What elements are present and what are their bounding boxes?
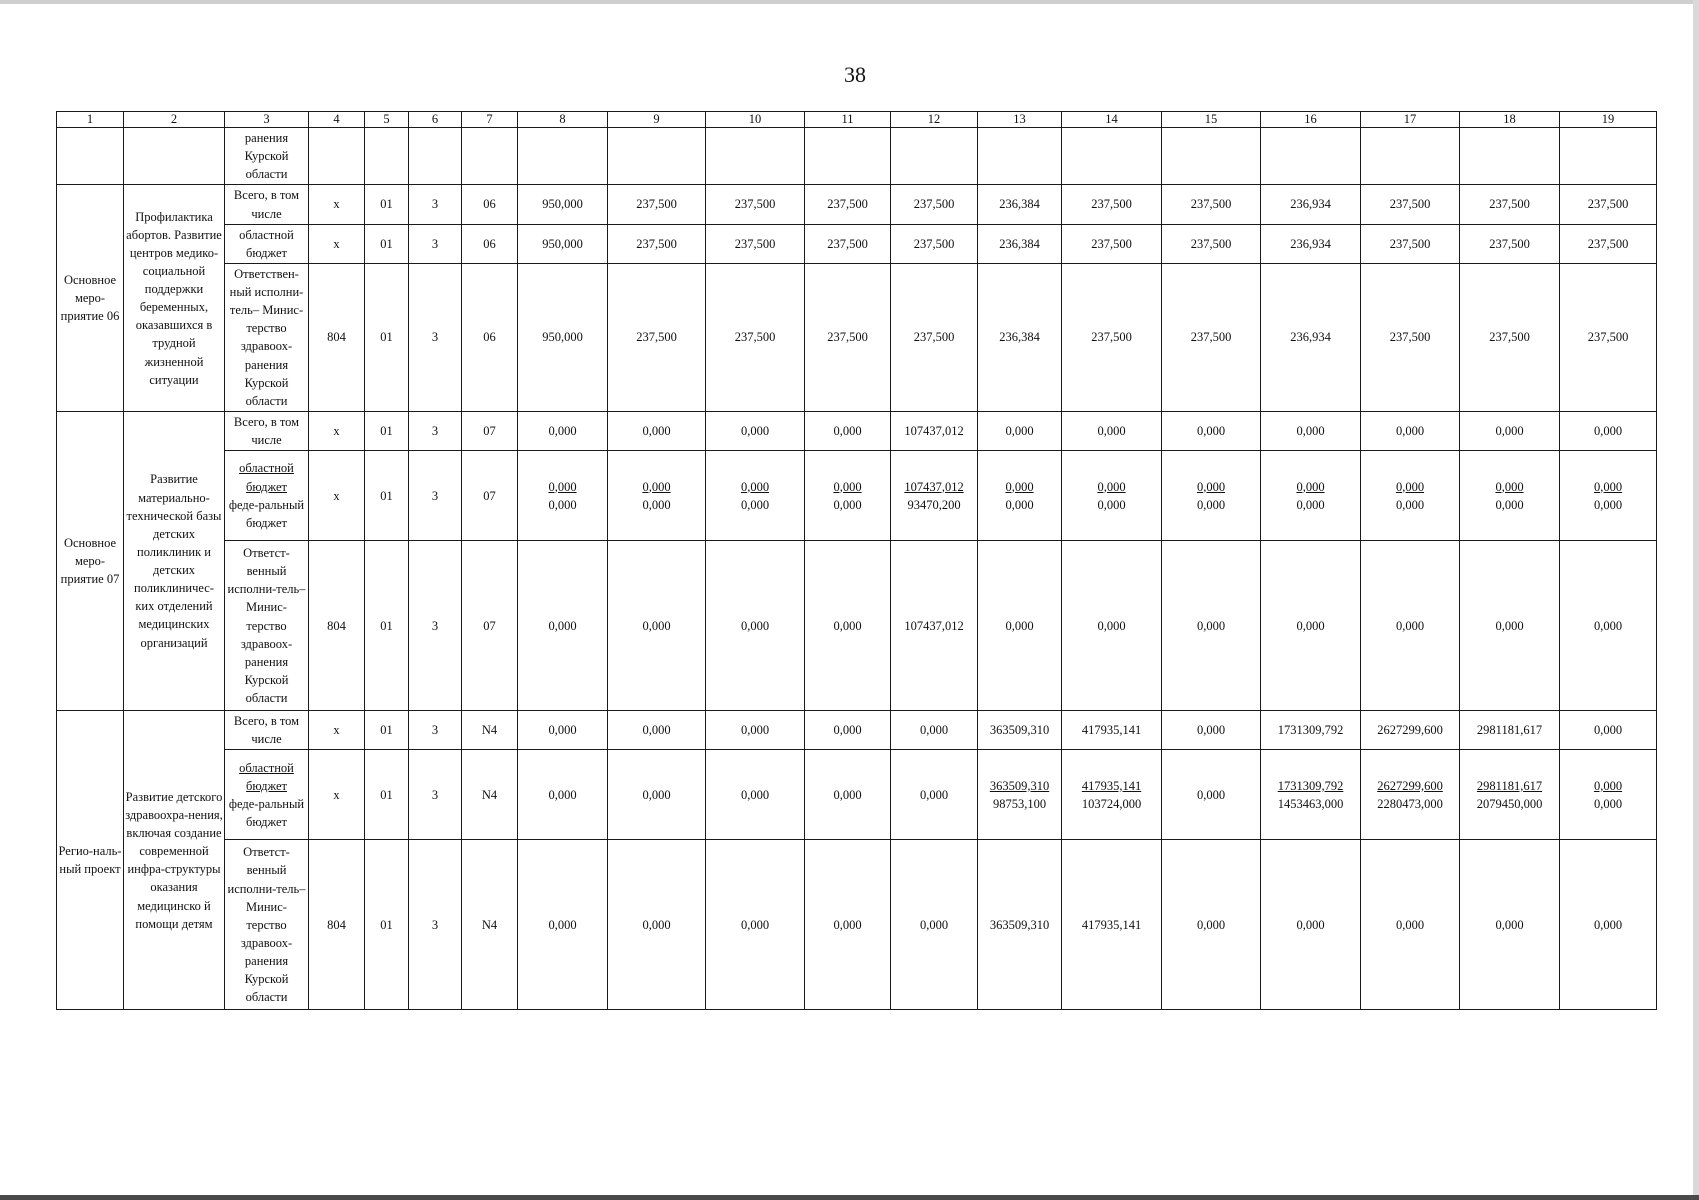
table-row [57, 411, 1657, 450]
value-cell: 237,500 [1062, 185, 1162, 224]
code-cell: 804 [309, 541, 365, 711]
page-number: 38 [844, 62, 866, 87]
code-cell: 01 [365, 840, 409, 1010]
value-regional: 107437,012 [904, 479, 964, 494]
value-regional: 0,000 [1593, 479, 1623, 494]
value-cell [1460, 451, 1560, 541]
value-federal: 2280473,000 [1377, 796, 1443, 811]
table-row [57, 840, 1657, 1010]
value-regional: 0,000 [833, 479, 862, 494]
measure-description: Развитие материально-технической базы детских поликлиник и детских поликлиничес-ких отделений медицинских организаций [124, 411, 225, 710]
header-cell: 9 [608, 112, 706, 128]
empty-cell [1261, 128, 1361, 185]
value-regional: 417935,141 [1081, 778, 1142, 793]
scan-edge-right [1693, 0, 1699, 1200]
empty-cell [1560, 128, 1657, 185]
value-cell: 237,500 [1162, 185, 1261, 224]
code-cell: 01 [365, 411, 409, 450]
value-cell [1460, 750, 1560, 840]
value-cell [608, 451, 706, 541]
group-label: Основное меро-приятие 06 [57, 185, 124, 412]
row-label: Ответст-венный исполни-тель– Минис-терство здравоох-ранения Курской области [225, 840, 309, 1010]
value-cell: 237,500 [1062, 263, 1162, 411]
value-federal: 0,000 [1593, 796, 1623, 811]
table-row [57, 185, 1657, 224]
value-cell: 236,934 [1261, 263, 1361, 411]
code-cell: 01 [365, 451, 409, 541]
header-row [57, 112, 1657, 128]
value-cell [1162, 451, 1261, 541]
code-cell: 3 [409, 411, 462, 450]
table-row [57, 541, 1657, 711]
value-cell: 0,000 [608, 711, 706, 750]
table-row [57, 263, 1657, 411]
value-regional: 0,000 [1097, 479, 1126, 494]
code-cell: 01 [365, 224, 409, 263]
value-cell: 0,000 [1261, 411, 1361, 450]
value-cell [891, 451, 978, 541]
value-cell: 236,384 [978, 185, 1062, 224]
value-federal: 0,000 [1005, 497, 1034, 512]
header-cell: 16 [1261, 112, 1361, 128]
value-regional: 0,000 [740, 479, 770, 494]
code-cell: 06 [462, 185, 518, 224]
value-cell: 0,000 [1261, 541, 1361, 711]
code-cell: N4 [462, 840, 518, 1010]
value-cell: 0,000 [608, 750, 706, 840]
code-cell: 3 [409, 263, 462, 411]
value-federal: 0,000 [642, 497, 671, 512]
value-cell: 237,500 [1361, 263, 1460, 411]
value-cell: 0,000 [1162, 840, 1261, 1010]
value-cell: 0,000 [1062, 411, 1162, 450]
code-cell: 07 [462, 451, 518, 541]
row-label-regional: областной бюджет [239, 461, 294, 494]
value-regional: 1731309,792 [1277, 778, 1344, 793]
empty-cell [1460, 128, 1560, 185]
header-cell: 11 [805, 112, 891, 128]
value-cell: 237,500 [706, 224, 805, 263]
code-cell: 3 [409, 451, 462, 541]
value-federal: 0,000 [1097, 497, 1126, 512]
row-label: Всего, в том числе [225, 411, 309, 450]
value-cell: 237,500 [608, 224, 706, 263]
value-cell: 237,500 [891, 224, 978, 263]
empty-cell [1361, 128, 1460, 185]
value-cell: 0,000 [1560, 711, 1657, 750]
value-cell: 0,000 [1560, 541, 1657, 711]
header-cell: 7 [462, 112, 518, 128]
code-cell: х [309, 711, 365, 750]
code-cell: х [309, 185, 365, 224]
value-cell: 0,000 [706, 840, 805, 1010]
code-cell: N4 [462, 711, 518, 750]
row-label: Ответст-венный исполни-тель– Минис-терство здравоох-ранения Курской области [225, 541, 309, 711]
code-cell: 3 [409, 711, 462, 750]
value-cell: 237,500 [1460, 263, 1560, 411]
value-cell: 237,500 [1062, 224, 1162, 263]
table-row [57, 451, 1657, 541]
value-cell [1361, 451, 1460, 541]
value-cell: 237,500 [1162, 224, 1261, 263]
value-cell: 0,000 [1162, 411, 1261, 450]
header-cell: 6 [409, 112, 462, 128]
code-cell: 3 [409, 750, 462, 840]
group-label: Регио-наль-ный проект [57, 711, 124, 1010]
code-cell: 3 [409, 224, 462, 263]
value-cell: 0,000 [608, 541, 706, 711]
scan-edge-top [0, 0, 1699, 4]
value-federal: 0,000 [1593, 497, 1623, 512]
group-label: Основное меро-приятие 07 [57, 411, 124, 710]
value-federal: 0,000 [1395, 497, 1425, 512]
header-cell: 13 [978, 112, 1062, 128]
header-cell: 19 [1560, 112, 1657, 128]
empty-cell [57, 128, 124, 185]
value-cell: 2981181,617 [1460, 711, 1560, 750]
empty-cell [365, 128, 409, 185]
value-cell: 0,000 [706, 711, 805, 750]
value-regional: 2627299,600 [1377, 778, 1443, 793]
value-cell: 950,000 [518, 263, 608, 411]
value-cell: 0,000 [1261, 840, 1361, 1010]
value-cell: 0,000 [805, 750, 891, 840]
value-cell [518, 451, 608, 541]
value-cell: 0,000 [608, 411, 706, 450]
header-cell: 14 [1062, 112, 1162, 128]
value-regional: 0,000 [548, 479, 577, 494]
code-cell: 01 [365, 263, 409, 411]
value-cell [805, 451, 891, 541]
empty-cell [462, 128, 518, 185]
code-cell: 01 [365, 711, 409, 750]
code-cell: 07 [462, 411, 518, 450]
value-cell: 0,000 [1361, 840, 1460, 1010]
code-cell: х [309, 451, 365, 541]
value-federal: 0,000 [740, 497, 770, 512]
value-regional: 0,000 [1593, 778, 1623, 793]
value-cell: 236,384 [978, 224, 1062, 263]
value-cell: 363509,310 [978, 711, 1062, 750]
value-cell: 237,500 [1361, 224, 1460, 263]
value-cell: 0,000 [706, 750, 805, 840]
empty-cell [518, 128, 608, 185]
value-regional: 0,000 [1495, 479, 1524, 494]
table-row [57, 711, 1657, 750]
code-cell: х [309, 411, 365, 450]
header-cell: 17 [1361, 112, 1460, 128]
value-federal: 103724,000 [1081, 796, 1142, 811]
value-cell [978, 750, 1062, 840]
value-cell: 237,500 [1361, 185, 1460, 224]
value-cell: 0,000 [805, 411, 891, 450]
header-cell: 10 [706, 112, 805, 128]
value-cell: 237,500 [608, 263, 706, 411]
value-cell: 950,000 [518, 224, 608, 263]
value-cell: 237,500 [706, 185, 805, 224]
value-cell: 237,500 [891, 185, 978, 224]
header-cell: 5 [365, 112, 409, 128]
row-label-regional: областной бюджет [239, 760, 294, 793]
code-cell: 804 [309, 840, 365, 1010]
value-federal: 0,000 [1196, 497, 1226, 512]
value-cell: 0,000 [805, 711, 891, 750]
value-cell: 0,000 [1460, 541, 1560, 711]
value-federal: 0,000 [548, 497, 577, 512]
empty-cell [891, 128, 978, 185]
value-cell [1261, 750, 1361, 840]
value-federal: 93470,200 [907, 497, 961, 512]
empty-cell [978, 128, 1062, 185]
value-cell: 0,000 [518, 711, 608, 750]
code-cell: 01 [365, 750, 409, 840]
value-cell: 0,000 [805, 541, 891, 711]
header-cell: 3 [225, 112, 309, 128]
value-cell [1261, 451, 1361, 541]
value-cell: 237,500 [1560, 185, 1657, 224]
value-cell [1361, 750, 1460, 840]
empty-cell [608, 128, 706, 185]
value-cell [1062, 750, 1162, 840]
value-federal: 0,000 [833, 497, 862, 512]
value-regional: 0,000 [1005, 479, 1034, 494]
code-cell: 804 [309, 263, 365, 411]
header-cell: 2 [124, 112, 225, 128]
header-cell: 18 [1460, 112, 1560, 128]
value-cell: 0,000 [1361, 541, 1460, 711]
value-regional: 2981181,617 [1476, 778, 1543, 793]
value-cell: 2627299,600 [1361, 711, 1460, 750]
value-cell: 1731309,792 [1261, 711, 1361, 750]
value-cell: 0,000 [518, 840, 608, 1010]
value-cell: 0,000 [891, 750, 978, 840]
value-cell: 0,000 [1460, 411, 1560, 450]
value-regional: 0,000 [1196, 479, 1226, 494]
value-cell: 0,000 [978, 541, 1062, 711]
value-federal: 2079450,000 [1476, 796, 1543, 811]
value-cell [1062, 451, 1162, 541]
value-cell: 0,000 [1162, 711, 1261, 750]
value-cell: 0,000 [891, 840, 978, 1010]
value-cell: 0,000 [1560, 411, 1657, 450]
value-cell: 236,934 [1261, 185, 1361, 224]
value-cell: 237,500 [608, 185, 706, 224]
value-cell: 0,000 [891, 711, 978, 750]
value-cell: 0,000 [518, 411, 608, 450]
value-cell: 417935,141 [1062, 840, 1162, 1010]
empty-cell [124, 128, 225, 185]
value-cell [1560, 451, 1657, 541]
table-row [57, 750, 1657, 840]
code-cell: 06 [462, 263, 518, 411]
header-cell: 1 [57, 112, 124, 128]
row-label-federal: феде-ральный бюджет [228, 796, 305, 829]
empty-cell [1062, 128, 1162, 185]
code-cell: 3 [409, 840, 462, 1010]
code-cell: 3 [409, 185, 462, 224]
code-cell: N4 [462, 750, 518, 840]
value-cell: 237,500 [1560, 263, 1657, 411]
value-cell: 237,500 [706, 263, 805, 411]
value-cell: 363509,310 [978, 840, 1062, 1010]
value-federal: 1453463,000 [1277, 796, 1344, 811]
value-regional: 0,000 [1296, 479, 1325, 494]
value-federal: 0,000 [1296, 497, 1325, 512]
value-federal: 0,000 [1495, 497, 1524, 512]
value-cell: 236,384 [978, 263, 1062, 411]
measure-description: Профилактика абортов. Развитие центров медико-социальной поддержки беременных, оказавшихся в трудной жизненной ситуации [124, 185, 225, 412]
value-cell: 417935,141 [1062, 711, 1162, 750]
value-cell: 237,500 [805, 263, 891, 411]
code-cell: х [309, 750, 365, 840]
value-cell: 237,500 [805, 185, 891, 224]
value-cell: 0,000 [608, 840, 706, 1010]
value-cell: 950,000 [518, 185, 608, 224]
value-cell: 0,000 [518, 750, 608, 840]
empty-cell [409, 128, 462, 185]
row-label: Всего, в том числе [225, 185, 309, 224]
continuation-label: ранения Курской области [225, 128, 309, 185]
value-regional: 0,000 [1395, 479, 1425, 494]
header-cell: 4 [309, 112, 365, 128]
value-regional: 363509,310 [989, 778, 1050, 793]
value-cell: 237,500 [1460, 185, 1560, 224]
value-cell: 237,500 [1162, 263, 1261, 411]
empty-cell [706, 128, 805, 185]
scan-edge-bottom [0, 1195, 1699, 1200]
row-label-federal: феде-ральный бюджет [228, 497, 305, 530]
value-cell: 0,000 [1162, 541, 1261, 711]
value-cell: 0,000 [805, 840, 891, 1010]
value-cell: 0,000 [1460, 840, 1560, 1010]
code-cell: 01 [365, 185, 409, 224]
measure-description: Развитие детского здравоохра-нения, включая создание современной инфра-структуры оказания медицинско й помощи детям [124, 711, 225, 1010]
budget-table [56, 111, 1657, 1010]
table-row [57, 224, 1657, 263]
value-cell: 0,000 [706, 411, 805, 450]
value-cell [706, 451, 805, 541]
value-cell: 0,000 [1361, 411, 1460, 450]
value-cell: 236,934 [1261, 224, 1361, 263]
code-cell: 01 [365, 541, 409, 711]
continuation-row [57, 128, 1657, 185]
empty-cell [1162, 128, 1261, 185]
row-label: Ответствен-ный исполни-тель– Минис-терство здравоох-ранения Курской области [225, 263, 309, 411]
code-cell: 07 [462, 541, 518, 711]
value-cell: 0,000 [706, 541, 805, 711]
value-cell: 0,000 [1062, 541, 1162, 711]
empty-cell [805, 128, 891, 185]
row-label [225, 750, 309, 840]
header-cell: 15 [1162, 112, 1261, 128]
header-cell: 12 [891, 112, 978, 128]
code-cell: 3 [409, 541, 462, 711]
code-cell: х [309, 224, 365, 263]
value-cell: 0,000 [1560, 840, 1657, 1010]
value-cell: 237,500 [891, 263, 978, 411]
value-cell: 237,500 [1460, 224, 1560, 263]
row-label: областной бюджет [225, 224, 309, 263]
code-cell: 06 [462, 224, 518, 263]
value-cell: 107437,012 [891, 541, 978, 711]
value-federal: 98753,100 [992, 796, 1047, 811]
value-cell: 0,000 [978, 411, 1062, 450]
empty-cell [309, 128, 365, 185]
value-cell [978, 451, 1062, 541]
value-cell [1560, 750, 1657, 840]
row-label [225, 451, 309, 541]
row-label: Всего, в том числе [225, 711, 309, 750]
value-regional: 0,000 [642, 479, 671, 494]
value-cell: 107437,012 [891, 411, 978, 450]
value-cell: 0,000 [518, 541, 608, 711]
value-cell: 0,000 [1162, 750, 1261, 840]
value-cell: 237,500 [1560, 224, 1657, 263]
header-cell: 8 [518, 112, 608, 128]
value-cell: 237,500 [805, 224, 891, 263]
